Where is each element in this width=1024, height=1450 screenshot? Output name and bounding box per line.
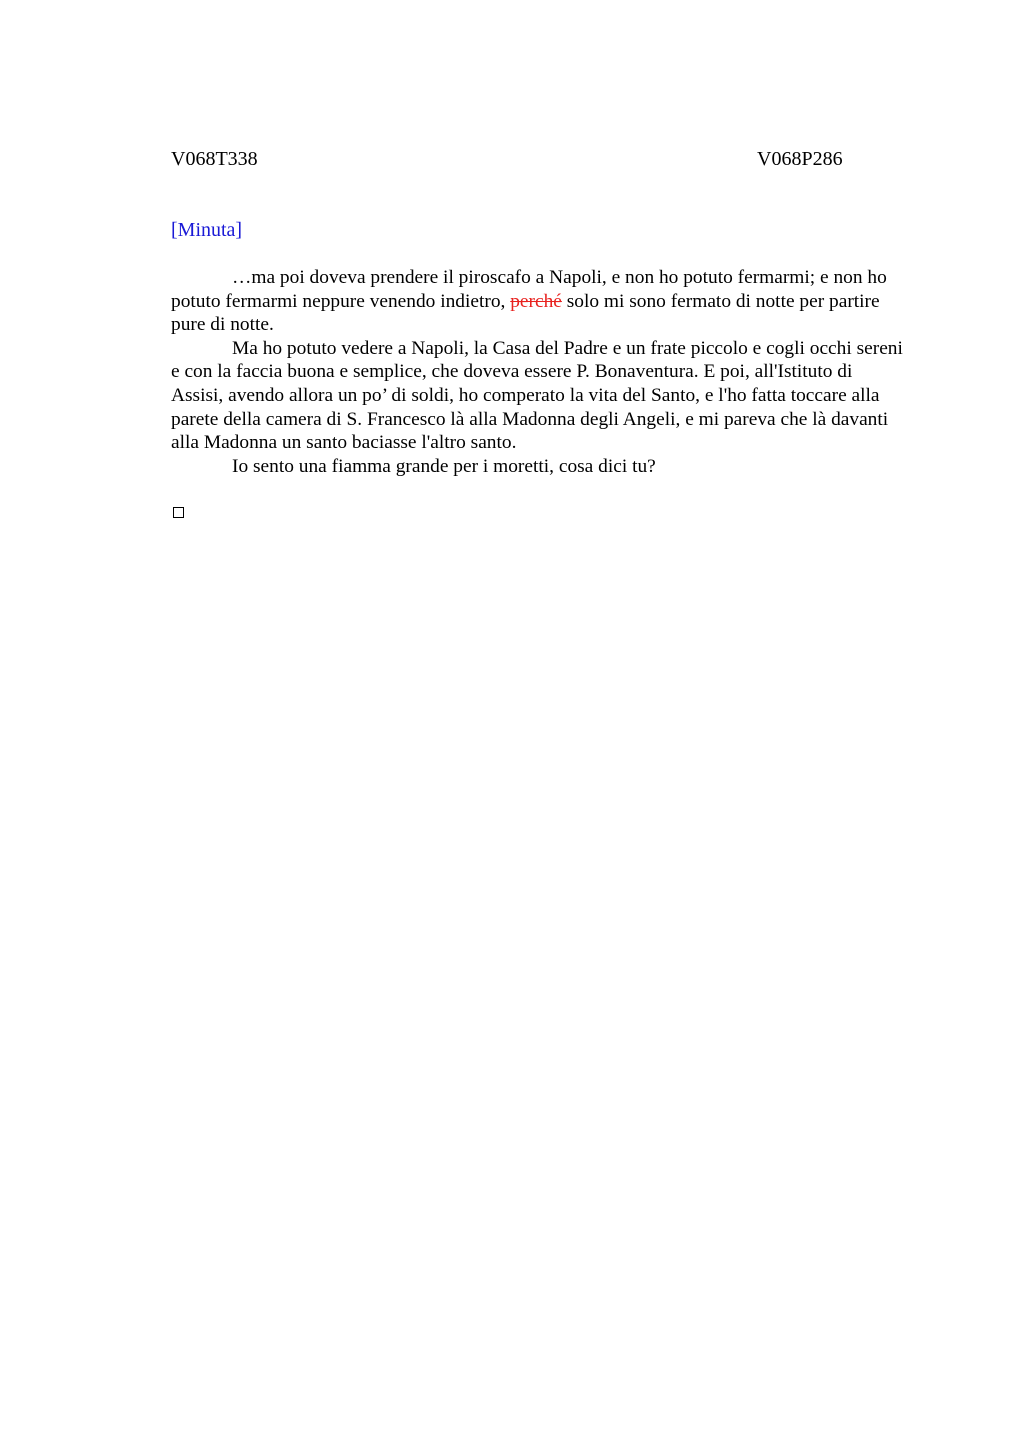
paragraph <box>171 266 906 337</box>
page-code-right: V068P286 <box>757 148 843 170</box>
paragraph-text: solo mi sono fermato di notte per partire pure di notte. <box>171 290 880 336</box>
paragraph: Io sento una fiamma grande per i moretti, cosa dici tu? <box>232 455 656 477</box>
checkbox-square-icon <box>173 507 184 518</box>
paragraph-text: …ma poi doveva prendere il piroscafo a Napoli, e non ho potuto fermarmi; e non ho potuto fermarmi neppure venendo indietro, <box>171 267 887 312</box>
section-label: [Minuta] <box>171 219 243 241</box>
letter-body <box>171 266 906 478</box>
document-header <box>171 146 906 172</box>
document-code-left: V068T338 <box>171 148 258 170</box>
paragraph: Ma ho potuto vedere a Napoli, la Casa del Padre e un frate piccolo e cogli occhi sereni e con la faccia buona e semplice, che doveva essere P. Bonaventura. E poi, all'Istituto di Assisi, avendo allora un po’ di soldi, ho comperato la vita del Santo, e l'ho fatta toccare alla parete della camera di S. Francesco là alla Madonna degli Angeli, e mi pareva che là davanti alla Madonna un santo baciasse l'altro santo. <box>171 337 903 454</box>
deleted-word: perché <box>510 290 562 312</box>
